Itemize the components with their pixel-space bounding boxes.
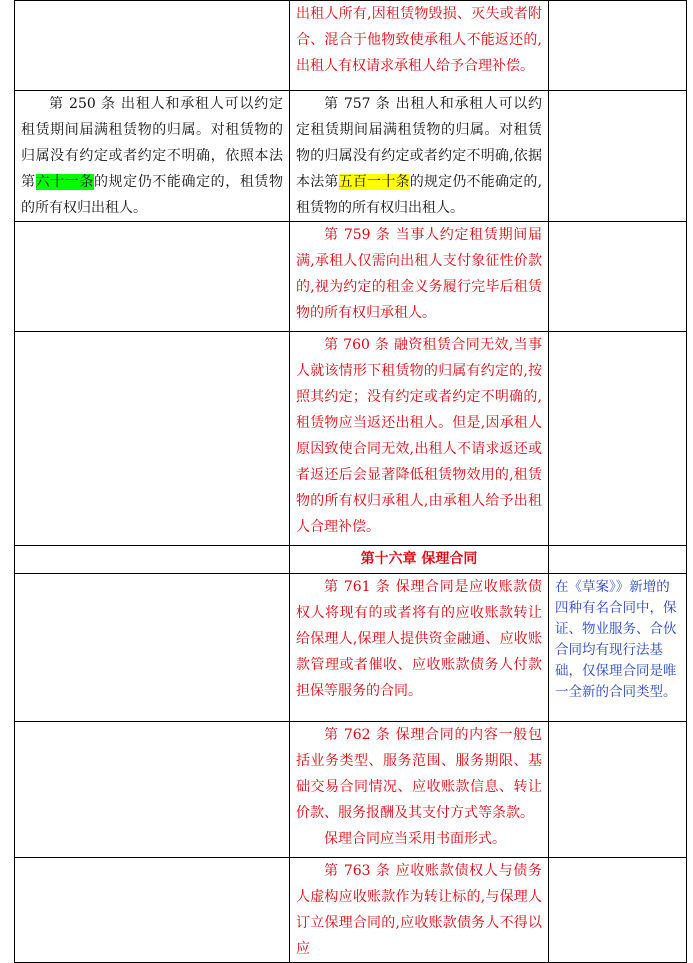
table-row bbox=[15, 546, 687, 574]
old-law-cell bbox=[15, 546, 290, 574]
note-cell bbox=[549, 722, 687, 858]
new-law-cell bbox=[290, 222, 549, 332]
old-law-cell bbox=[15, 222, 290, 332]
new-law-cell bbox=[290, 332, 549, 546]
table-row bbox=[15, 91, 687, 222]
old-law-cell bbox=[15, 858, 290, 963]
new-law-cell bbox=[290, 574, 549, 722]
article-761: 第 761 条 保理合同是应收账款债权人将现有的或者将有的应收账款转让给保理人,保理人提供资金融通、应收账款管理或者催收、应收账款债务人付款担保等服务的合同。 bbox=[296, 579, 542, 699]
new-law-cell bbox=[290, 722, 549, 858]
old-law-cell bbox=[15, 332, 290, 546]
highlight-yellow: 五百一十条 bbox=[338, 174, 410, 190]
commentary-note: 在《草案》》新增的四种有名合同中，保证、物业服务、合伙合同均有现行法基础，仅保理合同是唯一全新的合同类型。 bbox=[555, 579, 677, 700]
table-row bbox=[15, 858, 687, 963]
article-757: 第 757 条 出租人和承租人可以约定租赁期间届满租赁物的归属。对租赁物的归属没有约定或者约定不明确,依据本法第五百一十条的规定仍不能确定的,租赁物的所有权归出租人。 bbox=[296, 96, 543, 216]
chapter-heading: 第十六章 保理合同 bbox=[360, 551, 478, 567]
note-cell bbox=[549, 574, 687, 722]
new-law-cell bbox=[290, 1, 549, 91]
table-row bbox=[15, 574, 687, 722]
note-cell bbox=[549, 332, 687, 546]
comparison-table bbox=[14, 0, 687, 963]
new-law-cell bbox=[290, 91, 549, 222]
note-cell bbox=[549, 91, 687, 222]
table-row bbox=[15, 1, 687, 91]
new-law-cell bbox=[290, 858, 549, 963]
new-law-cell bbox=[290, 546, 549, 574]
article-762-para2: 保理合同应当采用书面形式。 bbox=[324, 831, 506, 847]
note-cell bbox=[549, 1, 687, 91]
highlight-green: 六十一条 bbox=[35, 174, 94, 190]
old-law-cell bbox=[15, 722, 290, 858]
table-row bbox=[15, 222, 687, 332]
note-cell bbox=[549, 858, 687, 963]
article-continuation: 出租人所有,因租赁物毁损、灭失或者附合、混合于他物致使承租人不能返还的,出租人有权请求承租人给予合理补偿。 bbox=[296, 6, 542, 74]
article-763: 第 763 条 应收账款债权人与债务人虚构应收账款作为转让标的,与保理人订立保理合同的,应收账款债务人不得以应 bbox=[296, 863, 542, 957]
old-law-cell bbox=[15, 1, 290, 91]
article-762: 第 762 条 保理合同的内容一般包括业务类型、服务范围、服务期限、基础交易合同情况、应收账款信息、转让价款、服务报酬及其支付方式等条款。 bbox=[296, 727, 542, 821]
note-cell bbox=[549, 222, 687, 332]
table-row bbox=[15, 722, 687, 858]
note-cell bbox=[549, 546, 687, 574]
old-law-cell bbox=[15, 574, 290, 722]
old-law-cell bbox=[15, 91, 290, 222]
article-759: 第 759 条 当事人约定租赁期间届满,承租人仅需向出租人支付象征性价款的,视为约定的租金义务履行完毕后租赁物的所有权归承租人。 bbox=[296, 227, 542, 321]
table-row bbox=[15, 332, 687, 546]
article-250: 第 250 条 出租人和承租人可以约定租赁期间届满租赁物的归属。对租赁物的归属没有约定或者约定不明确，依照本法第六十一条的规定仍不能确定的，租赁物的所有权归出租人。 bbox=[21, 96, 284, 216]
article-760: 第 760 条 融资租赁合同无效,当事人就该情形下租赁物的归属有约定的,按照其约定；没有约定或者约定不明确的,租赁物应当返还出租人。但是,因承租人原因致使合同无效,出租人不请求返还或者返还后会显著降低租赁物效用的,租赁物的所有权归承租人,由承租人给予出租人合理补偿。 bbox=[296, 337, 542, 535]
